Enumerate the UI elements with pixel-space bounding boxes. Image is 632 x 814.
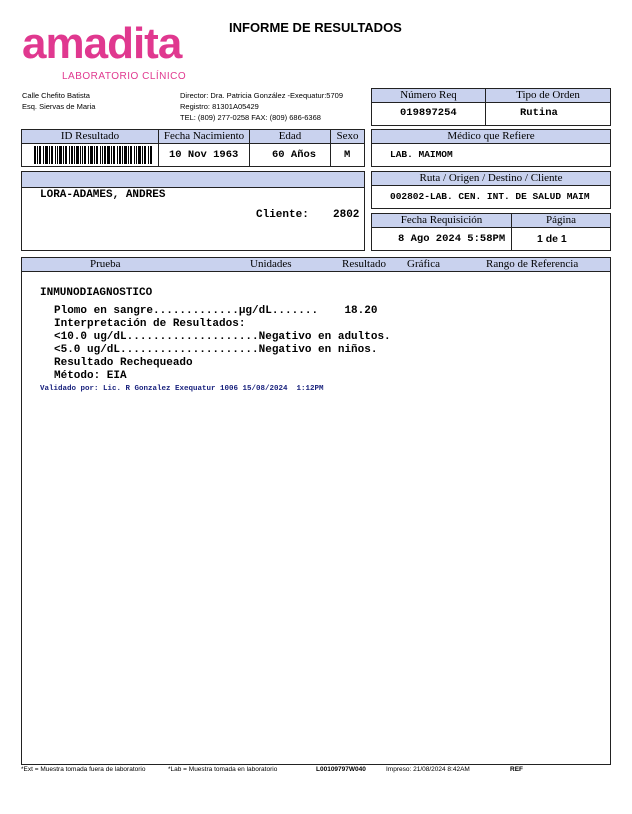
patient-box-header — [21, 171, 365, 188]
footer-ref: REF — [510, 766, 523, 773]
col-prueba: Prueba — [90, 258, 121, 270]
col-unidades: Unidades — [250, 258, 292, 270]
col-rango: Rango de Referencia — [486, 258, 579, 270]
validado-por: Validado por: Lic. R Gonzalez Exequatur 1006 15/08/2024 1:12PM — [40, 385, 324, 393]
footer-note-ext: *Ext = Muestra tomada fuera de laboratorio — [21, 766, 146, 773]
edad-label: Edad — [249, 129, 331, 144]
sexo-value: M — [330, 143, 365, 167]
numero-req-value: 019897254 — [371, 102, 486, 126]
lab-director-info — [180, 90, 370, 123]
fecha-requisicion-label: Fecha Requisición — [371, 213, 512, 228]
ruta-value: 002802-LAB. CEN. INT. DE SALUD MAIM — [371, 185, 611, 209]
ref-ninos: <5.0 ug/dL.....................Negativo en niños. — [54, 344, 378, 356]
col-resultado: Resultado — [342, 258, 386, 270]
pagina-value: 1 de 1 — [511, 227, 611, 251]
lab-subtitle: LABORATORIO CLÍNICO — [62, 71, 187, 82]
metodo: Método: EIA — [54, 370, 127, 382]
id-resultado-barcode-cell — [21, 143, 159, 167]
fecha-nacimiento-value: 10 Nov 1963 — [158, 143, 250, 167]
address-line1: Calle Chefito Batista — [22, 91, 90, 100]
id-resultado-label: ID Resultado — [21, 129, 159, 144]
medico-label: Médico que Refiere — [371, 129, 611, 144]
patient-box — [21, 171, 365, 251]
amadita-logo: amadita — [22, 19, 182, 68]
result-plomo: Plomo en sangre.............µg/dL....... 18.20 — [54, 305, 378, 317]
tel-fax: TEL: (809) 277-0258 FAX: (809) 686-6368 — [180, 113, 321, 122]
report-title: INFORME DE RESULTADOS — [229, 20, 402, 35]
col-grafica: Gráfica — [407, 258, 440, 270]
footer-code: L00109797W040 — [316, 766, 366, 773]
barcode — [34, 146, 154, 164]
section-inmunodiagnostico: INMUNODIAGNOSTICO — [40, 287, 153, 299]
medico-value: LAB. MAIMOM — [371, 143, 611, 167]
edad-value: 60 Años — [249, 143, 331, 167]
lab-address — [22, 90, 95, 112]
address-line2: Esq. Siervas de Maria — [22, 102, 96, 111]
tipo-orden-label: Tipo de Orden — [485, 88, 611, 103]
sexo-label: Sexo — [330, 129, 365, 144]
tipo-orden-value: Rutina — [485, 102, 611, 126]
ruta-label: Ruta / Origen / Destino / Cliente — [371, 171, 611, 186]
ref-adultos: <10.0 ug/dL....................Negativo en adultos. — [54, 331, 391, 343]
numero-req-label: Número Req — [371, 88, 486, 103]
interpretacion-label: Interpretación de Resultados: — [54, 318, 246, 330]
footer-note-lab: *Lab = Muestra tomada en laboratorio — [168, 766, 278, 773]
registro: Registro: 81301A05429 — [180, 102, 259, 111]
fecha-nacimiento-label: Fecha Nacimiento — [158, 129, 250, 144]
pagina-label: Página — [511, 213, 611, 228]
patient-name: LORA-ADAMES, ANDRES — [40, 189, 166, 201]
results-header — [21, 257, 611, 272]
results-body — [21, 271, 611, 765]
resultado-rechequeado: Resultado Rechequeado — [54, 357, 193, 369]
director: Director: Dra. Patricia González -Exequatur:5709 — [180, 91, 343, 100]
cliente-value: 2802 — [333, 209, 360, 221]
cliente-label: Cliente: — [256, 209, 309, 221]
fecha-requisicion-value: 8 Ago 2024 5:58PM — [371, 227, 512, 251]
footer-impreso: Impreso: 21/08/2024 8:42AM — [386, 766, 470, 773]
